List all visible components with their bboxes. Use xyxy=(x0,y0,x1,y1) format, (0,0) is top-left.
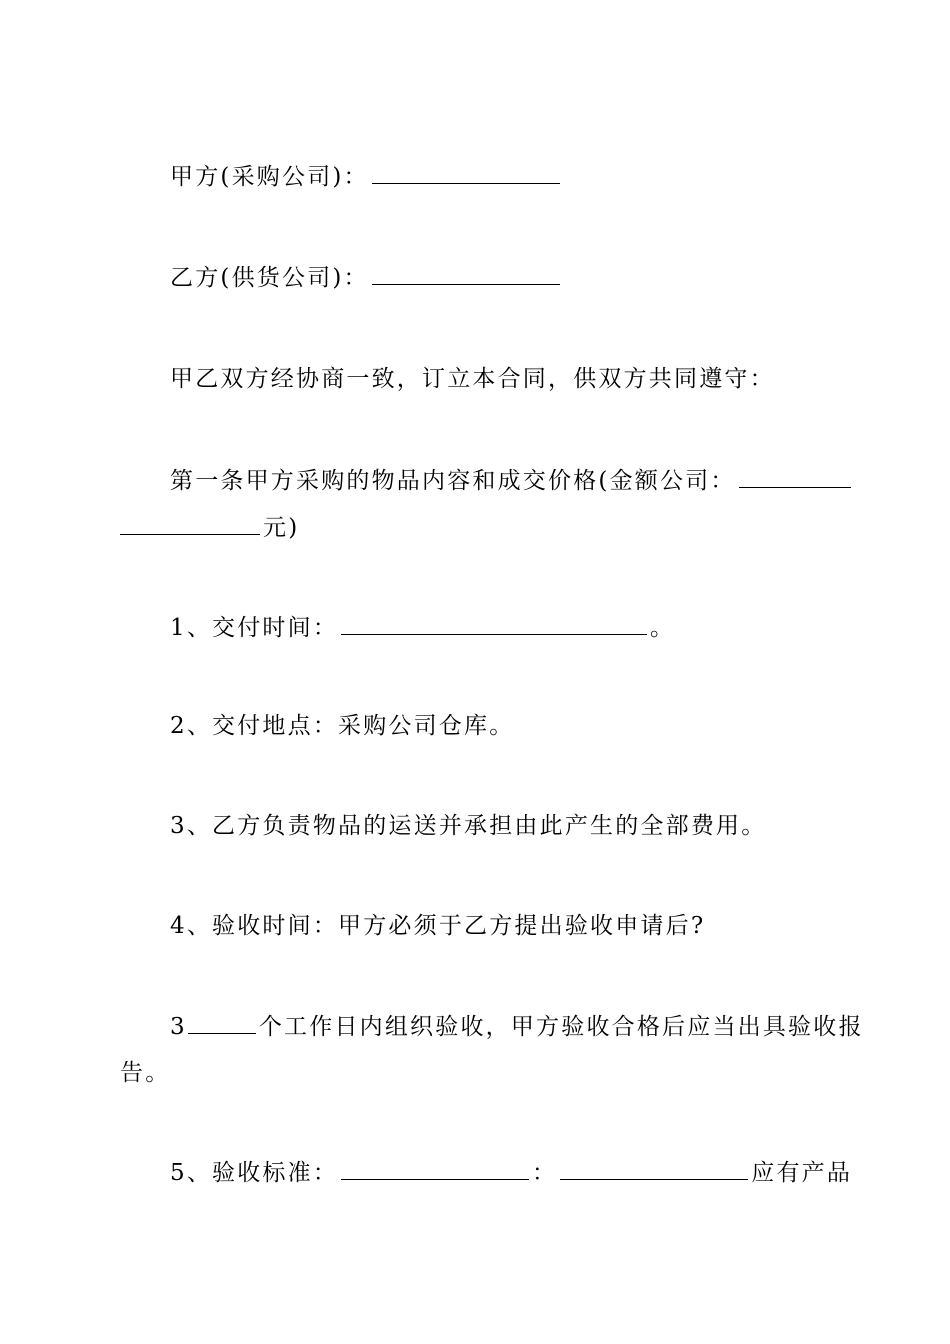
item-2-text: 2、交付地点：采购公司仓库。 xyxy=(170,713,515,739)
item-4-text: 4、验收时间：甲方必须于乙方提出验收申请后? xyxy=(170,913,706,939)
party-b-line xyxy=(170,262,563,293)
item-5-label: 5、验收标准： xyxy=(170,1160,339,1186)
item-1-suffix: 。 xyxy=(650,615,676,641)
party-a-label: 甲方(采购公司)： xyxy=(170,164,369,190)
article-1-blank-b xyxy=(120,512,260,535)
party-a-blank xyxy=(372,161,560,184)
item-5-suffix: 应有产品 xyxy=(751,1160,853,1186)
item-5-blank-b xyxy=(560,1157,748,1180)
item-4-cont-text: 个工作日内组织验收，甲方验收合格后应当出具验收报 xyxy=(258,1014,864,1040)
item-5-blank-a xyxy=(341,1157,529,1180)
item-5-mid: ： xyxy=(532,1160,558,1186)
item-3-text: 3、乙方负责物品的运送并承担由此产生的全部费用。 xyxy=(170,813,767,839)
item-2-line xyxy=(170,711,514,741)
item-1-blank xyxy=(341,612,647,635)
article-1-text: 第一条甲方采购的物品内容和成交价格(金额公司： xyxy=(170,468,736,494)
item-1-label: 1、交付时间： xyxy=(170,615,339,641)
party-b-label: 乙方(供货公司)： xyxy=(170,265,369,291)
party-a-line xyxy=(170,161,563,192)
item-4-cont-end: 告。 xyxy=(120,1060,171,1086)
article-1-blank-a xyxy=(739,465,851,488)
item-5-line xyxy=(170,1157,852,1188)
item-1-line xyxy=(170,612,675,643)
item-4-cont-line-b xyxy=(120,1058,170,1088)
item-4-line xyxy=(170,911,705,941)
party-b-blank xyxy=(372,262,560,285)
article-1-line-b xyxy=(120,512,299,543)
item-4-cont-prefix: 3 xyxy=(170,1014,187,1040)
intro-text: 甲乙双方经协商一致，订立本合同，供双方共同遵守： xyxy=(170,366,775,392)
article-1-line-a xyxy=(170,465,854,496)
item-4-cont-blank xyxy=(188,1011,256,1034)
intro-line xyxy=(170,364,775,394)
item-3-line xyxy=(170,811,766,841)
article-1-unit: 元) xyxy=(263,515,300,541)
item-4-cont-line-a xyxy=(170,1011,864,1042)
